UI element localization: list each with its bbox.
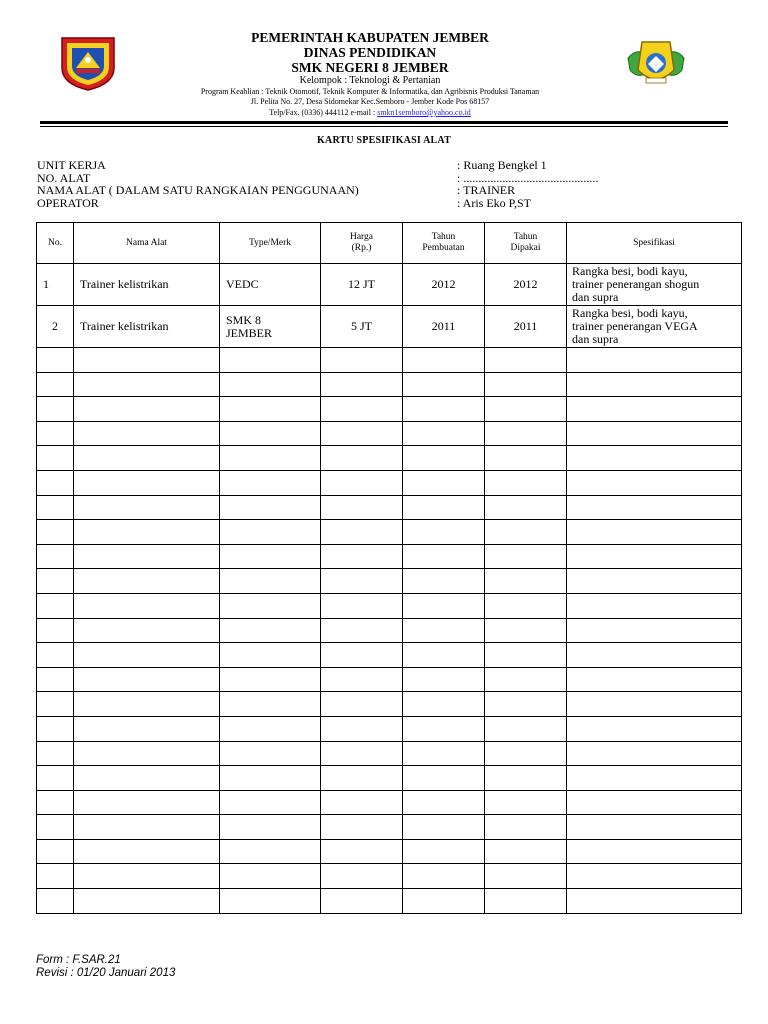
empty-cell [485, 593, 567, 618]
empty-cell [567, 348, 742, 373]
empty-cell [485, 815, 567, 840]
table-header-row [37, 223, 742, 264]
empty-cell [37, 692, 74, 717]
empty-cell [403, 864, 485, 889]
spec-line: Rangka besi, bodi kayu, [572, 306, 688, 320]
info-value: : Aris Eko P,ST [457, 196, 532, 210]
empty-cell [74, 421, 220, 446]
empty-cell [37, 889, 74, 914]
empty-cell [37, 643, 74, 668]
empty-cell [74, 593, 220, 618]
empty-cell [567, 864, 742, 889]
empty-cell [220, 520, 321, 545]
header-department: DINAS PENDIDIKAN [303, 45, 437, 60]
cell-harga: 5 JT [321, 306, 403, 348]
empty-cell [567, 372, 742, 397]
empty-cell [220, 741, 321, 766]
empty-cell [220, 544, 321, 569]
empty-cell [485, 446, 567, 471]
table-row-empty [37, 520, 742, 545]
header-tahun-dipakai-line1: Tahun [513, 232, 538, 242]
empty-cell [403, 618, 485, 643]
header-group: Kelompok : Teknologi & Pertanian [299, 75, 441, 86]
empty-cell [220, 421, 321, 446]
empty-cell [74, 643, 220, 668]
empty-cell [567, 741, 742, 766]
empty-cell [567, 716, 742, 741]
empty-cell [485, 618, 567, 643]
empty-cell [567, 692, 742, 717]
empty-cell [321, 889, 403, 914]
empty-cell [321, 421, 403, 446]
spec-line: trainer penerangan VEGA [572, 319, 698, 333]
empty-cell [74, 692, 220, 717]
empty-cell [485, 839, 567, 864]
empty-cell [485, 741, 567, 766]
empty-cell [220, 790, 321, 815]
empty-cell [403, 790, 485, 815]
empty-cell [403, 372, 485, 397]
table-row-empty [37, 421, 742, 446]
empty-cell [220, 667, 321, 692]
empty-cell [485, 348, 567, 373]
empty-cell [74, 446, 220, 471]
header-government: PEMERINTAH KABUPATEN JEMBER [251, 30, 489, 45]
table-row-empty [37, 446, 742, 471]
spec-line: dan supra [572, 290, 619, 304]
empty-cell [485, 766, 567, 791]
header-no: No. [37, 223, 74, 264]
empty-cell [37, 470, 74, 495]
empty-cell [220, 815, 321, 840]
empty-cell [567, 446, 742, 471]
empty-cell [485, 667, 567, 692]
empty-cell [37, 716, 74, 741]
empty-cell [567, 593, 742, 618]
info-nama-alat [37, 184, 737, 197]
cell-no: 2 [37, 306, 74, 348]
empty-cell [37, 446, 74, 471]
empty-cell [74, 839, 220, 864]
empty-cell [37, 544, 74, 569]
empty-cell [37, 741, 74, 766]
cell-tahun-dipakai: 2012 [485, 264, 567, 306]
cell-type-merk [220, 306, 321, 348]
equipment-spec-table [36, 222, 742, 914]
empty-cell [485, 692, 567, 717]
empty-cell [37, 397, 74, 422]
school-winged-logo [626, 34, 686, 92]
empty-cell [567, 421, 742, 446]
empty-cell [567, 544, 742, 569]
empty-cell [485, 889, 567, 914]
empty-cell [321, 495, 403, 520]
empty-cell [37, 815, 74, 840]
empty-cell [321, 397, 403, 422]
empty-cell [74, 815, 220, 840]
header-divider-thick [40, 121, 728, 124]
table-row-empty [37, 889, 742, 914]
empty-cell [74, 569, 220, 594]
empty-cell [403, 741, 485, 766]
empty-cell [403, 495, 485, 520]
cell-type-merk [220, 264, 321, 306]
info-value: : TRAINER [457, 183, 516, 197]
empty-cell [403, 889, 485, 914]
info-label: OPERATOR [37, 196, 99, 210]
info-value: : Ruang Bengkel 1 [457, 158, 547, 172]
cell-type-line1: VEDC [226, 277, 259, 291]
table-row-empty [37, 593, 742, 618]
document-title: KARTU SPESIFIKASI ALAT [317, 135, 451, 146]
table-row-empty [37, 618, 742, 643]
info-operator [37, 197, 737, 210]
table-row [37, 306, 742, 348]
empty-cell [37, 790, 74, 815]
empty-cell [403, 397, 485, 422]
empty-cell [37, 667, 74, 692]
header-address: Jl. Pelita No. 27, Desa Sidomekar Kec.Semboro - Jember Kode Pos 68157 [250, 97, 490, 106]
empty-cell [74, 372, 220, 397]
table-row-empty [37, 348, 742, 373]
header-contact [120, 109, 620, 117]
form-code: Form : F.SAR.21 [36, 954, 121, 966]
empty-cell [567, 618, 742, 643]
empty-cell [74, 348, 220, 373]
table-row-empty [37, 667, 742, 692]
empty-cell [74, 397, 220, 422]
table-row-empty [37, 692, 742, 717]
empty-cell [321, 790, 403, 815]
info-label: UNIT KERJA [37, 158, 106, 172]
empty-cell [321, 372, 403, 397]
info-unit-kerja [37, 159, 737, 172]
empty-cell [37, 421, 74, 446]
empty-cell [567, 790, 742, 815]
empty-cell [37, 618, 74, 643]
empty-cell [220, 397, 321, 422]
empty-cell [220, 618, 321, 643]
empty-cell [567, 397, 742, 422]
table-row-empty [37, 716, 742, 741]
info-label: NAMA ALAT ( DALAM SATU RANGKAIAN PENGGUNAAN) [37, 183, 359, 197]
empty-cell [403, 593, 485, 618]
header-divider-thin [40, 126, 728, 127]
header-programs: Program Keahlian : Teknik Otomotif, Teknik Komputer & Informatika, dan Agribisnis Produksi Tanaman [200, 87, 540, 96]
header-tahun-dipakai-line2: Dipakai [510, 243, 541, 253]
empty-cell [74, 766, 220, 791]
empty-cell [403, 716, 485, 741]
form-footer [36, 954, 175, 980]
header-harga [321, 223, 403, 264]
empty-cell [321, 446, 403, 471]
header-spesifikasi: Spesifikasi [567, 223, 742, 264]
empty-cell [403, 446, 485, 471]
cell-tahun-pembuatan: 2012 [403, 264, 485, 306]
empty-cell [220, 470, 321, 495]
empty-cell [485, 520, 567, 545]
empty-cell [220, 716, 321, 741]
empty-cell [321, 593, 403, 618]
info-label: NO. ALAT [37, 171, 91, 185]
header-phone: Telp/Fax. (0336) 444112 e-mail : [269, 108, 378, 117]
empty-cell [403, 470, 485, 495]
empty-cell [567, 766, 742, 791]
header-harga-line1: Harga [349, 232, 374, 242]
cell-nama-alat: Trainer kelistrikan [74, 264, 220, 306]
table-row-empty [37, 470, 742, 495]
empty-cell [74, 470, 220, 495]
empty-cell [74, 741, 220, 766]
empty-cell [74, 667, 220, 692]
empty-cell [403, 667, 485, 692]
table-row-empty [37, 790, 742, 815]
empty-cell [74, 889, 220, 914]
empty-cell [403, 643, 485, 668]
header-school-name: SMK NEGERI 8 JEMBER [291, 60, 449, 75]
empty-cell [74, 618, 220, 643]
table-row-empty [37, 397, 742, 422]
empty-cell [321, 864, 403, 889]
spec-line: dan supra [572, 332, 619, 346]
empty-cell [220, 446, 321, 471]
empty-cell [403, 569, 485, 594]
header-type-merk: Type/Merk [220, 223, 321, 264]
empty-cell [321, 839, 403, 864]
empty-cell [220, 692, 321, 717]
empty-cell [220, 766, 321, 791]
empty-cell [321, 470, 403, 495]
empty-cell [321, 741, 403, 766]
header-tahun-pembuatan-line2: Pembuatan [422, 243, 465, 253]
empty-cell [37, 495, 74, 520]
cell-harga: 12 JT [321, 264, 403, 306]
empty-cell [74, 520, 220, 545]
cell-no: 1 [37, 264, 74, 306]
empty-cell [485, 397, 567, 422]
empty-cell [37, 766, 74, 791]
header-tahun-dipakai [485, 223, 567, 264]
empty-cell [220, 593, 321, 618]
empty-cell [321, 569, 403, 594]
revision-date: Revisi : 01/20 Januari 2013 [36, 967, 176, 979]
empty-cell [220, 569, 321, 594]
empty-cell [567, 889, 742, 914]
empty-cell [37, 372, 74, 397]
empty-cell [485, 790, 567, 815]
empty-cell [74, 544, 220, 569]
empty-cell [485, 470, 567, 495]
empty-cell [37, 348, 74, 373]
email-link[interactable]: smkn1semboro@yahoo.co.id [377, 108, 471, 117]
table-row-empty [37, 372, 742, 397]
empty-cell [403, 421, 485, 446]
regency-shield-logo [58, 34, 118, 92]
empty-cell [321, 348, 403, 373]
empty-cell [37, 593, 74, 618]
empty-cell [567, 643, 742, 668]
empty-cell [403, 766, 485, 791]
empty-cell [37, 520, 74, 545]
empty-cell [37, 864, 74, 889]
table-row-empty [37, 766, 742, 791]
empty-cell [567, 667, 742, 692]
empty-cell [567, 520, 742, 545]
empty-cell [567, 495, 742, 520]
empty-cell [37, 569, 74, 594]
cell-tahun-dipakai: 2011 [485, 306, 567, 348]
empty-cell [220, 889, 321, 914]
empty-cell [74, 864, 220, 889]
empty-cell [220, 643, 321, 668]
empty-cell [567, 470, 742, 495]
info-value: : ............................................. [457, 171, 599, 185]
empty-cell [74, 716, 220, 741]
empty-cell [220, 372, 321, 397]
empty-cell [321, 716, 403, 741]
empty-cell [403, 544, 485, 569]
header-harga-line2: (Rp.) [351, 243, 372, 253]
empty-cell [321, 692, 403, 717]
empty-cell [403, 348, 485, 373]
table-row [37, 264, 742, 306]
table-row-empty [37, 839, 742, 864]
cell-type-line1: SMK 8 [226, 312, 262, 327]
header-nama-alat: Nama Alat [74, 223, 220, 264]
spec-line: trainer penerangan shogun [572, 277, 700, 291]
empty-cell [74, 790, 220, 815]
empty-cell [485, 716, 567, 741]
empty-cell [485, 544, 567, 569]
empty-cell [403, 839, 485, 864]
table-row-empty [37, 495, 742, 520]
empty-cell [321, 667, 403, 692]
empty-cell [485, 643, 567, 668]
empty-cell [220, 839, 321, 864]
empty-cell [485, 495, 567, 520]
table-row-empty [37, 544, 742, 569]
empty-cell [403, 815, 485, 840]
cell-spesifikasi [567, 306, 742, 348]
empty-cell [321, 643, 403, 668]
table-row-empty [37, 643, 742, 668]
empty-cell [567, 839, 742, 864]
empty-cell [220, 864, 321, 889]
empty-cell [567, 815, 742, 840]
table-row-empty [37, 815, 742, 840]
header-tahun-pembuatan-line1: Tahun [431, 232, 456, 242]
cell-spesifikasi [567, 264, 742, 306]
empty-cell [321, 618, 403, 643]
cell-tahun-pembuatan: 2011 [403, 306, 485, 348]
empty-cell [37, 839, 74, 864]
table-row-empty [37, 864, 742, 889]
empty-cell [74, 495, 220, 520]
table-row-empty [37, 741, 742, 766]
table-row-empty [37, 569, 742, 594]
cell-nama-alat: Trainer kelistrikan [74, 306, 220, 348]
empty-cell [485, 864, 567, 889]
empty-cell [403, 520, 485, 545]
empty-cell [485, 421, 567, 446]
empty-cell [403, 692, 485, 717]
empty-cell [220, 348, 321, 373]
empty-cell [321, 520, 403, 545]
empty-cell [485, 372, 567, 397]
cell-type-line2: JEMBER [226, 325, 273, 340]
empty-cell [220, 495, 321, 520]
empty-cell [321, 544, 403, 569]
empty-cell [567, 569, 742, 594]
empty-cell [485, 569, 567, 594]
spec-line: Rangka besi, bodi kayu, [572, 264, 688, 278]
header-tahun-pembuatan [403, 223, 485, 264]
empty-cell [321, 815, 403, 840]
empty-cell [321, 766, 403, 791]
